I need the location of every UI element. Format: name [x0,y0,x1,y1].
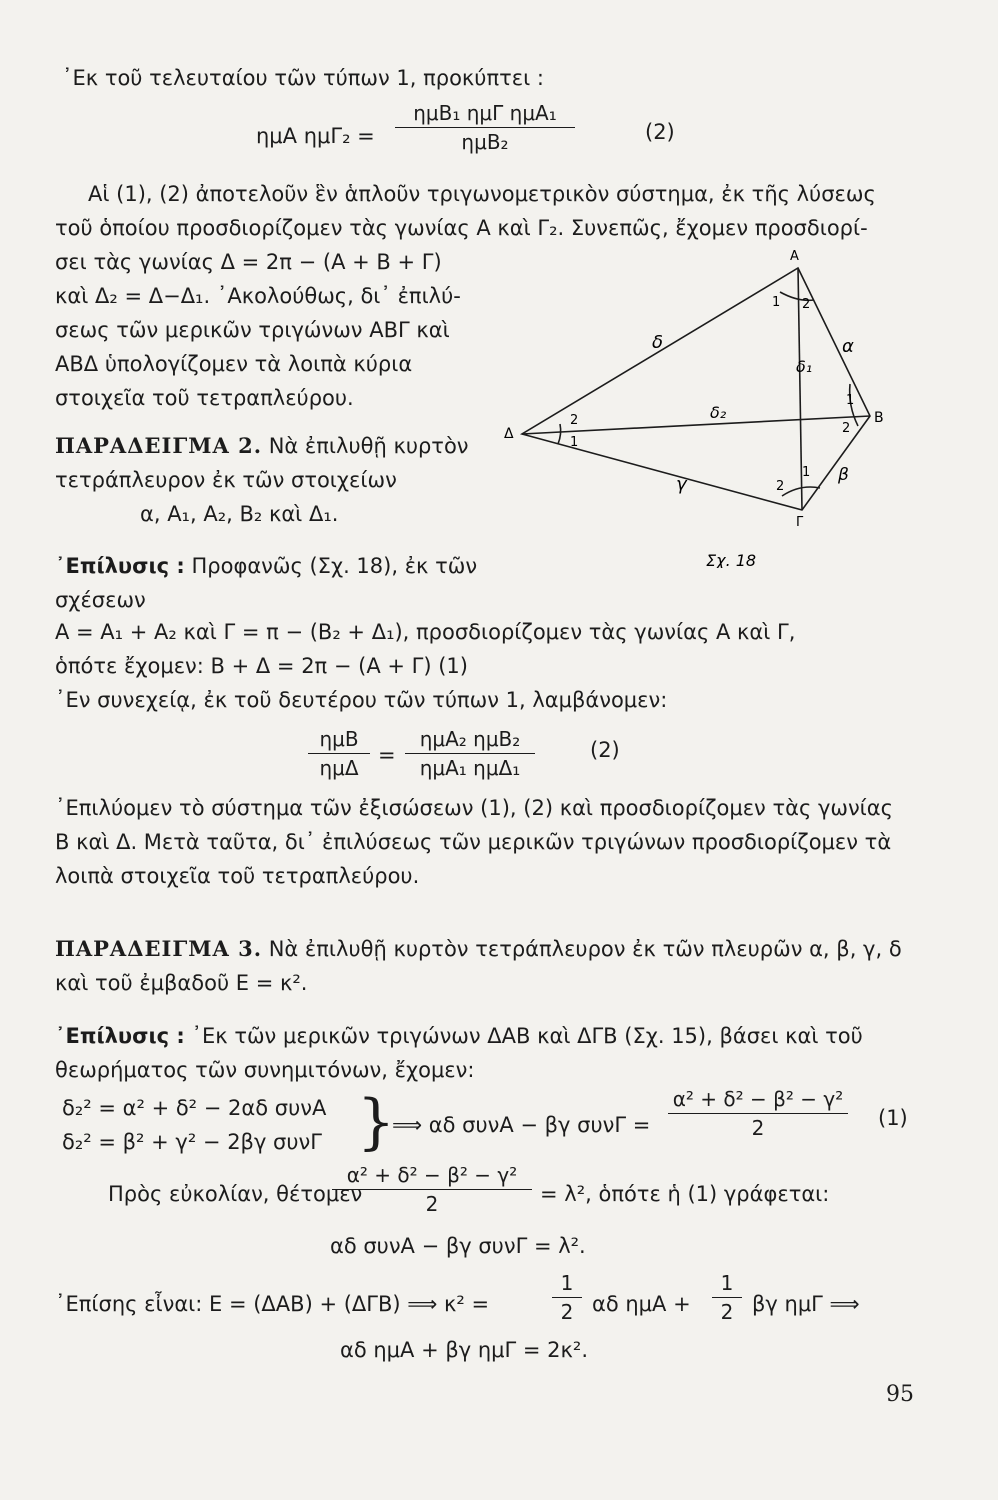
fraction-bar [395,127,575,128]
solution-2-line [55,552,477,580]
side-b-label: β [838,465,849,485]
paragraph-line: ὁπότε ἔχομεν: Β + Δ = 2π − (Α + Γ) (1) [55,654,468,678]
solution-text: Προφανῶς (Σχ. 18), ἐκ τῶν [191,554,478,578]
side-d-label: δ [652,332,664,353]
equals-sign: = [378,743,396,767]
vertex-a-label: Α [790,249,799,264]
example-2-statement: Νὰ ἐπιλυθῇ κυρτὸν [268,434,469,458]
figure-caption: Σχ. 18 [706,551,757,568]
equation-b-tag: (2) [590,738,620,762]
equation-2-tag: (2) [645,120,675,144]
paragraph-line: καὶ Δ₂ = Δ−Δ₁. ᾿Ακολούθως, δι᾿ ἐπιλύ- [55,284,461,308]
area-equation-middle: αδ ημΑ + [592,1292,691,1316]
paragraph-line: καὶ τοῦ ἐμβαδοῦ Ε = κ². [55,971,308,995]
vertex-g-label: Γ [796,515,804,530]
equation-2-fraction [395,100,575,155]
paragraph-line: ᾿Επιλύομεν τὸ σύστημα τῶν ἐξισώσεων (1), (2) καὶ προσδιορίζομεν τὰς γωνίας [55,796,893,820]
solution-label: ᾿Επίλυσις : [55,554,185,578]
solution-text: ᾿Εκ τῶν μερικῶν τριγώνων ΔΑΒ καὶ ΔΓΒ (Σχ. 15), βάσει καὶ τοῦ [191,1024,863,1048]
system-equation-1: δ₂² = α² + δ² − 2αδ συνΑ [62,1096,327,1120]
fraction-bar [332,1189,532,1190]
paragraph-line: ᾿Εν συνεχείᾳ, ἐκ τοῦ δευτέρου τῶν τύπων 1, λαμβάνομεν: [55,688,668,712]
side-g-label: γ [676,474,687,495]
system-equation-2: δ₂² = β² + γ² − 2βγ συνΓ [62,1130,322,1154]
paragraph-line: Α = Α₁ + Α₂ καὶ Γ = π − (Β₂ + Δ₁), προσδιορίζομεν τὰς γωνίας Α καὶ Γ, [55,620,796,644]
paragraph-line: σεως τῶν μερικῶν τριγώνων ΑΒΓ καὶ [55,318,450,342]
substitution-lhs: Πρὸς εὐκολίαν, θέτομεν [108,1182,363,1206]
fraction-bar [712,1297,742,1298]
numerator: ημΒ [319,727,359,751]
denominator: 2 [560,1300,574,1324]
angle-d1-label: 1 [570,435,579,450]
numerator: α² + δ² − β² − γ² [672,1087,844,1111]
paragraph-line: τοῦ ὁποίου προσδιορίζομεν τὰς γωνίας Α καὶ Γ₂. Συνεπῶς, ἔχομεν προσδιορί- [55,216,868,240]
diagonal-d1-label: δ₁ [796,357,813,376]
denominator: 2 [425,1192,439,1216]
solution-label: ᾿Επίλυσις : [55,1024,185,1048]
equation-2-denominator: ημΒ₂ [461,130,509,154]
system-result-fraction [668,1086,848,1141]
result-equation-1: αδ συνΑ − βγ συνΓ = λ². [330,1234,586,1258]
result-equation-2: αδ ημΑ + βγ ημΓ = 2κ². [340,1338,589,1362]
angle-a1-label: 1 [772,295,781,310]
numerator: ημΑ₂ ημΒ₂ [419,727,521,751]
example-3-statement: Νὰ ἐπιλυθῇ κυρτὸν τετράπλευρον ἐκ τῶν πλευρῶν α, β, γ, δ [268,937,902,961]
paragraph-line: α, Α₁, Α₂, Β₂ καὶ Δ₁. [140,502,339,526]
angle-d2-label: 2 [570,413,579,428]
quadrilateral-outline [522,268,870,510]
angle-b1-label: 1 [846,393,855,408]
substitution-fraction [332,1162,532,1217]
substitution-rhs: = λ², ὁπότε ἡ (1) γράφεται: [540,1182,830,1206]
numerator: α² + δ² − β² − γ² [346,1163,518,1187]
numerator: 1 [560,1271,574,1295]
denominator: ημΔ [319,756,359,780]
right-brace: } [357,1087,396,1157]
angle-g2-label: 2 [776,479,785,494]
quadrilateral-figure [498,248,898,568]
paragraph-line: λοιπὰ στοιχεῖα τοῦ τετραπλεύρου. [55,864,420,888]
fraction-bar [308,753,370,754]
equation-b-left-fraction [308,726,370,781]
diagonal-d2-label: δ₂ [710,403,727,422]
angle-b2-label: 2 [842,421,851,436]
example-3-heading-line [55,935,902,963]
half-fraction [552,1270,582,1325]
system-result-lhs: ⟹ αδ συνΑ − βγ συνΓ = [392,1113,651,1137]
paragraph-line: τετράπλευρον ἐκ τῶν στοιχείων [55,468,397,492]
angle-arc-d [558,424,561,444]
example-2-heading: ΠΑΡΑΔΕΙΓΜΑ 2. [55,433,263,458]
area-equation-lhs: ᾿Επίσης εἶναι: Ε = (ΔΑΒ) + (ΔΓΒ) ⟹ κ² = [55,1292,490,1316]
side-a-label: α [842,336,854,357]
example-3-heading: ΠΑΡΑΔΕΙΓΜΑ 3. [55,936,263,961]
solution-3-line [55,1022,863,1050]
vertex-b-label: Β [874,410,884,426]
numerator: 1 [720,1271,734,1295]
equation-b-right-fraction [405,726,535,781]
angle-a2-label: 2 [802,297,811,312]
fraction-bar [668,1113,848,1114]
example-2-heading-line [55,432,469,460]
fraction-bar [552,1297,582,1298]
paragraph-line: στοιχεῖα τοῦ τετραπλεύρου. [55,386,354,410]
fraction-bar [405,753,535,754]
half-fraction [712,1270,742,1325]
paragraph-line: θεωρήματος τῶν συνημιτόνων, ἔχομεν: [55,1058,475,1082]
page-number: 95 [886,1382,914,1407]
system-tag: (1) [878,1106,908,1130]
equation-2-lhs: ημΑ ημΓ₂ = [256,124,375,148]
paragraph-line: Αἱ (1), (2) ἀποτελοῦν ἓν ἁπλοῦν τριγωνομετρικὸν σύστημα, ἐκ τῆς λύσεως [88,182,876,206]
area-equation-end: βγ ημΓ ⟹ [752,1292,860,1316]
equation-2-numerator: ημΒ₁ ημΓ ημΑ₁ [413,101,557,125]
paragraph-line: ΑΒΔ ὑπολογίζομεν τὰ λοιπὰ κύρια [55,352,413,376]
denominator: 2 [751,1116,765,1140]
denominator: 2 [720,1300,734,1324]
paragraph-line: σει τὰς γωνίας Δ = 2π − (Α + Β + Γ) [55,250,442,274]
denominator: ημΑ₁ ημΔ₁ [419,756,521,780]
angle-g1-label: 1 [802,465,811,480]
paragraph-line: σχέσεων [55,588,146,612]
vertex-d-label: Δ [504,426,514,442]
intro-line: ᾿Εκ τοῦ τελευταίου τῶν τύπων 1, προκύπτει : [62,66,544,90]
paragraph-line: Β καὶ Δ. Μετὰ ταῦτα, δι᾿ ἐπιλύσεως τῶν μερικῶν τριγώνων προσδιορίζομεν τὰ [55,830,892,854]
